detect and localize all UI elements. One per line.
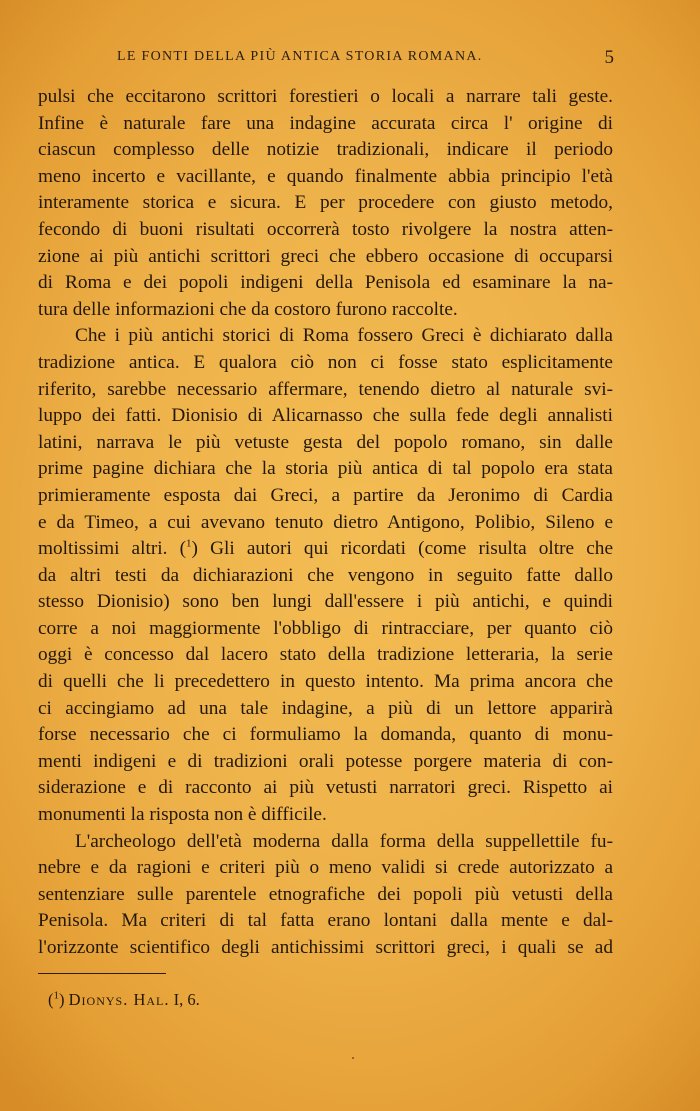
text-line: interamente storica e sicura. E per procedere con giusto metodo, (38, 192, 613, 214)
paper-speck (352, 1057, 354, 1059)
text-line: primieramente esposta dai Greci, a partire da Jeronimo di Cardia (38, 484, 613, 506)
text-line: corre a noi maggiormente l'obbligo di rintracciare, per quanto ciò (38, 617, 613, 639)
text-line: nebre e da ragioni e criteri più o meno validi si crede autorizzato a (38, 857, 613, 879)
text-line: Infine è naturale fare una indagine accurata circa l' origine di (38, 112, 613, 134)
text-line: siderazione e di racconto ai più vetusti narratori greci. Rispetto ai (38, 777, 613, 799)
text-fragment: moltissimi altri. (38, 538, 168, 560)
text-line: monumenti la risposta non è difficile. (38, 804, 327, 826)
text-line: l'orizzonte scientifico degli antichissimi scrittori greci, i quali se ad (38, 937, 613, 958)
text-line: prime pagine dichiara che la storia più antica di tal popolo era stata (38, 458, 613, 480)
text-line: meno incerto e vacillante, e quando finalmente abbia principio l'età (38, 165, 613, 187)
text-line: pulsi che eccitarono scrittori forestieri o locali a narrare tali geste. (38, 86, 613, 107)
text-line: sentenziare sulle parentele etnografiche dei popoli più vetusti della (38, 883, 613, 905)
text-line: latini, narrava le più vetuste gesta del popolo romano, sin dalle (38, 431, 613, 453)
text-line: ciascun complesso delle notizie tradizionali, indicare il periodo (38, 139, 613, 161)
body-text (38, 84, 613, 962)
text-line: tura delle informazioni che da costoro furono raccolte. (38, 298, 458, 320)
footnote-reference[interactable]: ($^1$) (179, 537, 198, 560)
text-line: di Roma e dei popoli indigeni della Penisola ed esaminare la na- (38, 272, 613, 294)
footnote-marker: ($^1$) (48, 989, 65, 1009)
text-line: menti indigeni e di tradizioni orali potesse porgere materia di con- (38, 750, 613, 772)
footnote (48, 990, 200, 1010)
text-line: da altri testi da dichiarazioni che vengono in seguito fatte dallo (38, 564, 613, 586)
text-line: riferito, sarebbe necessario affermare, tenendo dietro al naturale svi- (38, 378, 613, 400)
running-title: LE FONTI DELLA PIÙ ANTICA STORIA ROMANA. (117, 49, 483, 64)
text-line: fecondo di buoni risultati occorrerà tosto rivolgere la nostra atten- (38, 218, 613, 240)
text-line: Che i più antichi storici di Roma fossero Greci è dichiarato dalla (75, 325, 613, 347)
text-line: zione ai più antichi scrittori greci che ebbero occasione di occuparsi (38, 245, 613, 267)
text-line: stesso Dionisio) sono ben lungi dall'essere i più antichi, e quindi (38, 591, 613, 613)
text-line: tradizione antica. E qualora ciò non ci fosse stato esplicitamente (38, 351, 613, 373)
text-fragment: Gli autori qui ricordati (come risulta oltre che (210, 538, 613, 560)
footnote-author: Dionys. Hal. (68, 990, 170, 1009)
text-line: oggi è concesso dal lacero stato della tradizione letteraria, la serie (38, 644, 613, 666)
text-line: L'archeologo dell'età moderna dalla forma della suppellettile fu- (75, 830, 613, 852)
text-line: luppo dei fatti. Dionisio di Alicarnasso che sulla fede degli annalisti (38, 405, 613, 427)
footnote-reference-text: I, 6. (173, 990, 200, 1009)
text-line: forse necessario che ci formuliamo la domanda, quanto di monu- (38, 724, 613, 746)
text-line: di quelli che li precedettero in questo intento. Ma prima ancora che (38, 671, 613, 693)
running-head (37, 47, 614, 71)
page-number: 5 (604, 47, 614, 68)
text-line: ci accingiamo ad una tale indagine, a più di un lettore apparirà (38, 697, 613, 719)
text-line-with-footnote (38, 536, 613, 563)
footnote-divider (38, 973, 166, 974)
text-line: Penisola. Ma criteri di tal fatta erano lontani dalla mente e dal- (38, 910, 613, 932)
text-line: e da Timeo, a cui avevano tenuto dietro Antigono, Polibio, Sileno e (38, 511, 613, 533)
